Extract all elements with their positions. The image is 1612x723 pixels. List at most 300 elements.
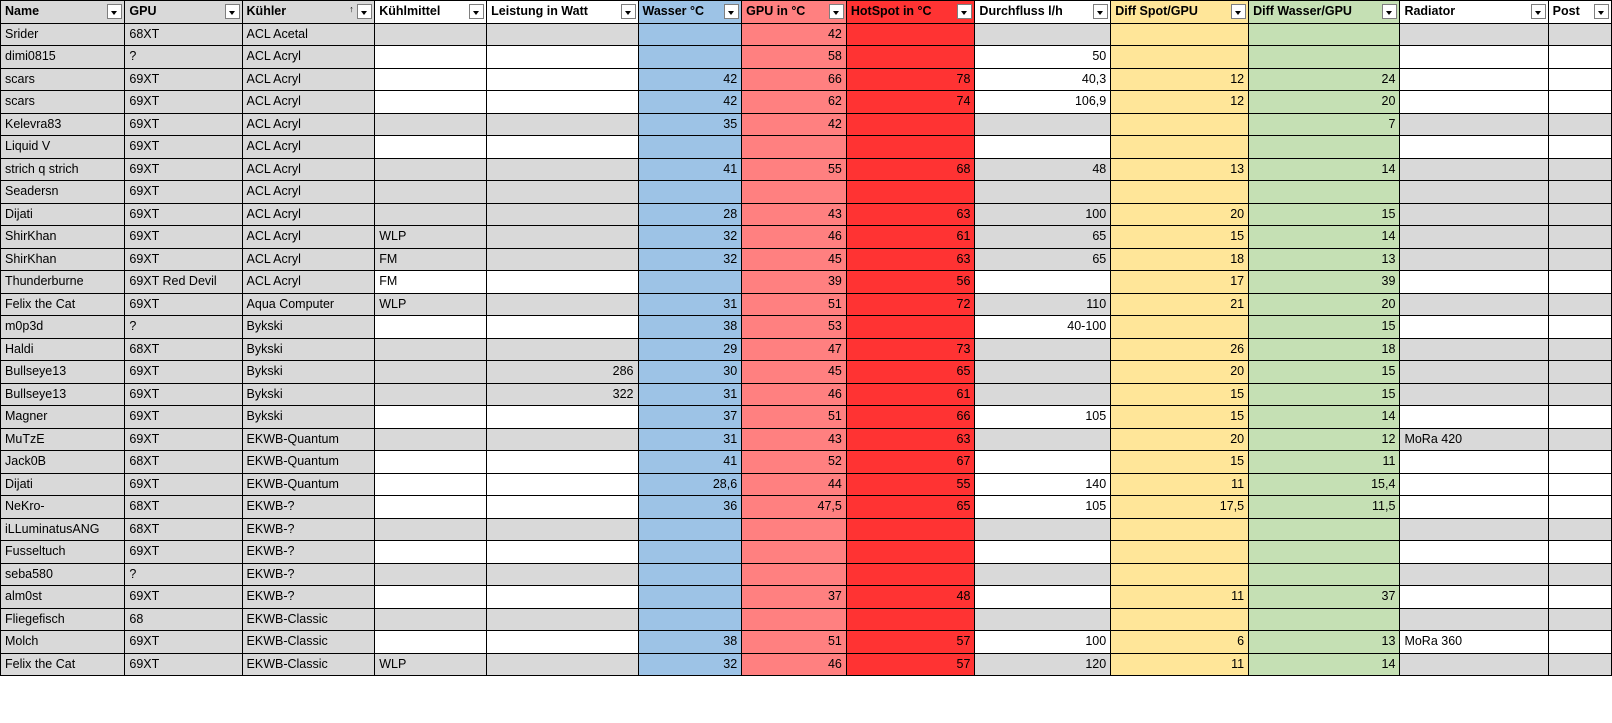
cell-diff_wasser_gpu[interactable]: 39 xyxy=(1249,271,1400,294)
cell-gpu_c[interactable]: 53 xyxy=(742,316,847,339)
cell-kuehler[interactable]: EKWB-? xyxy=(242,586,375,609)
cell-diff_spot_gpu[interactable]: 20 xyxy=(1111,361,1249,384)
cell-kuehlmittel[interactable] xyxy=(375,181,487,204)
cell-hotspot[interactable]: 65 xyxy=(846,496,975,519)
cell-gpu_c[interactable]: 42 xyxy=(742,23,847,46)
cell-kuehlmittel[interactable] xyxy=(375,608,487,631)
cell-wasser[interactable]: 41 xyxy=(638,158,742,181)
cell-durchfluss[interactable] xyxy=(975,541,1111,564)
cell-wasser[interactable]: 42 xyxy=(638,91,742,114)
cell-diff_wasser_gpu[interactable] xyxy=(1249,518,1400,541)
cell-post[interactable] xyxy=(1548,113,1611,136)
cell-kuehlmittel[interactable] xyxy=(375,563,487,586)
cell-gpu[interactable]: 69XT xyxy=(125,473,242,496)
cell-gpu[interactable]: 69XT xyxy=(125,541,242,564)
cell-diff_spot_gpu[interactable] xyxy=(1111,46,1249,69)
cell-kuehler[interactable]: Bykski xyxy=(242,361,375,384)
table-row[interactable] xyxy=(1,451,1612,474)
cell-gpu[interactable]: ? xyxy=(125,563,242,586)
cell-diff_spot_gpu[interactable]: 12 xyxy=(1111,91,1249,114)
cell-durchfluss[interactable]: 65 xyxy=(975,226,1111,249)
cell-post[interactable] xyxy=(1548,563,1611,586)
cell-gpu[interactable]: 68XT xyxy=(125,496,242,519)
cell-post[interactable] xyxy=(1548,91,1611,114)
cell-gpu_c[interactable]: 43 xyxy=(742,203,847,226)
cell-name[interactable]: scars xyxy=(1,91,125,114)
column-header-kuehler[interactable] xyxy=(242,1,375,24)
cell-durchfluss[interactable]: 105 xyxy=(975,496,1111,519)
cell-leistung[interactable] xyxy=(487,158,638,181)
cell-leistung[interactable] xyxy=(487,518,638,541)
cell-leistung[interactable] xyxy=(487,203,638,226)
cell-radiator[interactable] xyxy=(1400,563,1548,586)
table-row[interactable] xyxy=(1,181,1612,204)
cell-kuehlmittel[interactable] xyxy=(375,361,487,384)
cell-name[interactable]: alm0st xyxy=(1,586,125,609)
cell-durchfluss[interactable] xyxy=(975,608,1111,631)
cell-diff_spot_gpu[interactable] xyxy=(1111,113,1249,136)
cell-gpu_c[interactable]: 46 xyxy=(742,653,847,676)
table-row[interactable] xyxy=(1,68,1612,91)
cell-leistung[interactable] xyxy=(487,428,638,451)
cell-diff_wasser_gpu[interactable] xyxy=(1249,136,1400,159)
cell-name[interactable]: Bullseye13 xyxy=(1,383,125,406)
cell-hotspot[interactable] xyxy=(846,181,975,204)
cell-radiator[interactable] xyxy=(1400,541,1548,564)
cell-name[interactable]: Felix the Cat xyxy=(1,653,125,676)
cell-diff_wasser_gpu[interactable]: 14 xyxy=(1249,158,1400,181)
cell-kuehler[interactable]: ACL Acryl xyxy=(242,226,375,249)
cell-wasser[interactable]: 37 xyxy=(638,406,742,429)
cell-wasser[interactable]: 41 xyxy=(638,451,742,474)
cell-wasser[interactable] xyxy=(638,518,742,541)
cell-radiator[interactable] xyxy=(1400,226,1548,249)
table-row[interactable] xyxy=(1,113,1612,136)
filter-dropdown-icon[interactable] xyxy=(1382,4,1397,19)
cell-hotspot[interactable]: 61 xyxy=(846,226,975,249)
cell-radiator[interactable] xyxy=(1400,113,1548,136)
cell-kuehlmittel[interactable] xyxy=(375,316,487,339)
cell-gpu[interactable]: 69XT xyxy=(125,406,242,429)
cell-leistung[interactable] xyxy=(487,338,638,361)
table-row[interactable] xyxy=(1,46,1612,69)
cell-post[interactable] xyxy=(1548,518,1611,541)
filter-dropdown-icon[interactable] xyxy=(621,4,636,19)
column-header-wasser[interactable] xyxy=(638,1,742,24)
cell-kuehlmittel[interactable] xyxy=(375,428,487,451)
cell-name[interactable]: Kelevra83 xyxy=(1,113,125,136)
cell-kuehler[interactable]: EKWB-Classic xyxy=(242,653,375,676)
cell-name[interactable]: dimi0815 xyxy=(1,46,125,69)
cell-kuehler[interactable]: Bykski xyxy=(242,316,375,339)
cell-post[interactable] xyxy=(1548,316,1611,339)
cell-name[interactable]: scars xyxy=(1,68,125,91)
cell-gpu_c[interactable]: 45 xyxy=(742,361,847,384)
cell-post[interactable] xyxy=(1548,158,1611,181)
cell-gpu[interactable]: 69XT xyxy=(125,203,242,226)
cell-leistung[interactable] xyxy=(487,226,638,249)
cell-durchfluss[interactable] xyxy=(975,338,1111,361)
cell-hotspot[interactable]: 68 xyxy=(846,158,975,181)
cell-leistung[interactable] xyxy=(487,496,638,519)
cell-gpu[interactable]: 69XT Red Devil xyxy=(125,271,242,294)
cell-durchfluss[interactable]: 120 xyxy=(975,653,1111,676)
column-header-diff_wasser_gpu[interactable] xyxy=(1249,1,1400,24)
cell-gpu_c[interactable]: 46 xyxy=(742,226,847,249)
column-header-kuehlmittel[interactable] xyxy=(375,1,487,24)
cell-gpu[interactable]: 68XT xyxy=(125,23,242,46)
cell-diff_spot_gpu[interactable]: 20 xyxy=(1111,203,1249,226)
table-row[interactable] xyxy=(1,293,1612,316)
cell-wasser[interactable]: 31 xyxy=(638,383,742,406)
cell-gpu[interactable]: ? xyxy=(125,316,242,339)
cell-diff_wasser_gpu[interactable] xyxy=(1249,46,1400,69)
cell-wasser[interactable] xyxy=(638,23,742,46)
cell-leistung[interactable] xyxy=(487,68,638,91)
column-header-hotspot[interactable] xyxy=(846,1,975,24)
cell-name[interactable]: Thunderburne xyxy=(1,271,125,294)
cell-diff_spot_gpu[interactable]: 15 xyxy=(1111,406,1249,429)
cell-hotspot[interactable] xyxy=(846,608,975,631)
table-row[interactable] xyxy=(1,541,1612,564)
cell-durchfluss[interactable] xyxy=(975,518,1111,541)
table-row[interactable] xyxy=(1,406,1612,429)
cell-kuehler[interactable]: EKWB-? xyxy=(242,518,375,541)
cell-kuehler[interactable]: ACL Acryl xyxy=(242,158,375,181)
cell-gpu_c[interactable]: 42 xyxy=(742,113,847,136)
cell-wasser[interactable] xyxy=(638,46,742,69)
cell-durchfluss[interactable] xyxy=(975,113,1111,136)
cell-hotspot[interactable] xyxy=(846,23,975,46)
cell-diff_spot_gpu[interactable]: 13 xyxy=(1111,158,1249,181)
cell-diff_wasser_gpu[interactable]: 15 xyxy=(1249,361,1400,384)
cell-wasser[interactable]: 38 xyxy=(638,631,742,654)
cell-hotspot[interactable] xyxy=(846,563,975,586)
cell-radiator[interactable]: MoRa 420 xyxy=(1400,428,1548,451)
cell-diff_spot_gpu[interactable] xyxy=(1111,563,1249,586)
cell-leistung[interactable] xyxy=(487,541,638,564)
cell-durchfluss[interactable] xyxy=(975,586,1111,609)
table-row[interactable] xyxy=(1,428,1612,451)
table-row[interactable] xyxy=(1,586,1612,609)
cell-gpu_c[interactable]: 45 xyxy=(742,248,847,271)
cell-kuehlmittel[interactable] xyxy=(375,496,487,519)
cell-name[interactable]: iLLuminatusANG xyxy=(1,518,125,541)
cell-name[interactable]: Fliegefisch xyxy=(1,608,125,631)
cell-name[interactable]: Liquid V xyxy=(1,136,125,159)
cell-durchfluss[interactable]: 100 xyxy=(975,203,1111,226)
cell-radiator[interactable]: MoRa 360 xyxy=(1400,631,1548,654)
cell-leistung[interactable] xyxy=(487,91,638,114)
cell-diff_wasser_gpu[interactable]: 14 xyxy=(1249,406,1400,429)
cell-leistung[interactable] xyxy=(487,316,638,339)
cell-durchfluss[interactable] xyxy=(975,361,1111,384)
cell-hotspot[interactable]: 63 xyxy=(846,428,975,451)
cell-post[interactable] xyxy=(1548,226,1611,249)
cell-durchfluss[interactable] xyxy=(975,428,1111,451)
cell-kuehlmittel[interactable] xyxy=(375,586,487,609)
cell-gpu[interactable]: 69XT xyxy=(125,158,242,181)
column-header-diff_spot_gpu[interactable] xyxy=(1111,1,1249,24)
cell-diff_wasser_gpu[interactable]: 11,5 xyxy=(1249,496,1400,519)
cell-diff_wasser_gpu[interactable]: 11 xyxy=(1249,451,1400,474)
cell-leistung[interactable] xyxy=(487,473,638,496)
cell-kuehler[interactable]: ACL Acryl xyxy=(242,113,375,136)
cell-diff_wasser_gpu[interactable]: 15 xyxy=(1249,316,1400,339)
cell-post[interactable] xyxy=(1548,181,1611,204)
cell-durchfluss[interactable]: 106,9 xyxy=(975,91,1111,114)
cell-wasser[interactable]: 32 xyxy=(638,248,742,271)
cell-durchfluss[interactable]: 110 xyxy=(975,293,1111,316)
cell-diff_wasser_gpu[interactable]: 14 xyxy=(1249,653,1400,676)
table-row[interactable] xyxy=(1,316,1612,339)
cell-post[interactable] xyxy=(1548,653,1611,676)
cell-durchfluss[interactable] xyxy=(975,451,1111,474)
cell-diff_wasser_gpu[interactable] xyxy=(1249,608,1400,631)
table-row[interactable] xyxy=(1,383,1612,406)
cell-kuehler[interactable]: Bykski xyxy=(242,406,375,429)
cell-gpu_c[interactable] xyxy=(742,608,847,631)
filter-dropdown-icon[interactable] xyxy=(829,4,844,19)
cell-gpu_c[interactable]: 43 xyxy=(742,428,847,451)
cell-name[interactable]: Fusseltuch xyxy=(1,541,125,564)
column-header-durchfluss[interactable] xyxy=(975,1,1111,24)
cell-radiator[interactable] xyxy=(1400,383,1548,406)
cell-kuehler[interactable]: ACL Acryl xyxy=(242,271,375,294)
cell-diff_spot_gpu[interactable]: 15 xyxy=(1111,451,1249,474)
cell-wasser[interactable] xyxy=(638,608,742,631)
cell-radiator[interactable] xyxy=(1400,181,1548,204)
cell-gpu[interactable]: 69XT xyxy=(125,181,242,204)
cell-radiator[interactable] xyxy=(1400,473,1548,496)
cell-kuehler[interactable]: EKWB-? xyxy=(242,496,375,519)
cell-kuehler[interactable]: EKWB-Quantum xyxy=(242,428,375,451)
cell-kuehler[interactable]: EKWB-Classic xyxy=(242,608,375,631)
cell-kuehlmittel[interactable] xyxy=(375,23,487,46)
cell-kuehler[interactable]: Bykski xyxy=(242,338,375,361)
cell-diff_wasser_gpu[interactable]: 20 xyxy=(1249,91,1400,114)
cell-post[interactable] xyxy=(1548,361,1611,384)
cell-gpu[interactable]: 69XT xyxy=(125,68,242,91)
cell-leistung[interactable] xyxy=(487,113,638,136)
cell-diff_spot_gpu[interactable]: 11 xyxy=(1111,586,1249,609)
cell-hotspot[interactable] xyxy=(846,113,975,136)
cell-wasser[interactable]: 30 xyxy=(638,361,742,384)
cell-leistung[interactable] xyxy=(487,631,638,654)
cell-diff_wasser_gpu[interactable]: 15 xyxy=(1249,383,1400,406)
cell-leistung[interactable] xyxy=(487,23,638,46)
cell-gpu[interactable]: 69XT xyxy=(125,113,242,136)
cell-radiator[interactable] xyxy=(1400,248,1548,271)
cell-kuehler[interactable]: EKWB-Classic xyxy=(242,631,375,654)
cell-gpu_c[interactable]: 51 xyxy=(742,293,847,316)
cell-diff_spot_gpu[interactable]: 21 xyxy=(1111,293,1249,316)
cell-diff_spot_gpu[interactable]: 20 xyxy=(1111,428,1249,451)
cell-diff_wasser_gpu[interactable] xyxy=(1249,23,1400,46)
cell-radiator[interactable] xyxy=(1400,653,1548,676)
table-row[interactable] xyxy=(1,361,1612,384)
cell-name[interactable]: m0p3d xyxy=(1,316,125,339)
cell-post[interactable] xyxy=(1548,451,1611,474)
cell-gpu[interactable]: ? xyxy=(125,46,242,69)
cell-diff_spot_gpu[interactable]: 15 xyxy=(1111,383,1249,406)
table-row[interactable] xyxy=(1,473,1612,496)
cell-hotspot[interactable]: 63 xyxy=(846,203,975,226)
cell-radiator[interactable] xyxy=(1400,361,1548,384)
cell-kuehler[interactable]: ACL Acryl xyxy=(242,181,375,204)
filter-dropdown-icon[interactable] xyxy=(1531,4,1546,19)
cell-leistung[interactable] xyxy=(487,181,638,204)
cell-wasser[interactable]: 42 xyxy=(638,68,742,91)
cell-kuehler[interactable]: EKWB-? xyxy=(242,563,375,586)
column-header-radiator[interactable] xyxy=(1400,1,1548,24)
cell-kuehler[interactable]: EKWB-? xyxy=(242,541,375,564)
filter-dropdown-icon[interactable] xyxy=(957,4,972,19)
cell-name[interactable]: NeKro- xyxy=(1,496,125,519)
cell-gpu_c[interactable]: 52 xyxy=(742,451,847,474)
cell-durchfluss[interactable]: 100 xyxy=(975,631,1111,654)
cell-radiator[interactable] xyxy=(1400,608,1548,631)
cell-diff_wasser_gpu[interactable]: 15 xyxy=(1249,203,1400,226)
cell-diff_spot_gpu[interactable] xyxy=(1111,181,1249,204)
cell-diff_wasser_gpu[interactable]: 13 xyxy=(1249,631,1400,654)
cell-durchfluss[interactable] xyxy=(975,181,1111,204)
cell-kuehlmittel[interactable] xyxy=(375,451,487,474)
cell-diff_spot_gpu[interactable] xyxy=(1111,518,1249,541)
cell-gpu[interactable]: 69XT xyxy=(125,586,242,609)
cell-diff_spot_gpu[interactable]: 18 xyxy=(1111,248,1249,271)
table-row[interactable] xyxy=(1,338,1612,361)
table-row[interactable] xyxy=(1,248,1612,271)
cell-wasser[interactable] xyxy=(638,563,742,586)
cell-gpu_c[interactable]: 66 xyxy=(742,68,847,91)
cell-kuehlmittel[interactable]: WLP xyxy=(375,293,487,316)
cell-post[interactable] xyxy=(1548,608,1611,631)
cell-kuehler[interactable]: ACL Acryl xyxy=(242,91,375,114)
cell-kuehlmittel[interactable] xyxy=(375,113,487,136)
table-row[interactable] xyxy=(1,631,1612,654)
cell-wasser[interactable]: 28,6 xyxy=(638,473,742,496)
cell-kuehlmittel[interactable]: WLP xyxy=(375,226,487,249)
table-row[interactable] xyxy=(1,271,1612,294)
cell-durchfluss[interactable] xyxy=(975,271,1111,294)
cell-kuehlmittel[interactable] xyxy=(375,46,487,69)
cell-diff_wasser_gpu[interactable]: 14 xyxy=(1249,226,1400,249)
cell-leistung[interactable] xyxy=(487,406,638,429)
column-header-leistung[interactable] xyxy=(487,1,638,24)
cell-hotspot[interactable]: 57 xyxy=(846,653,975,676)
cell-leistung[interactable] xyxy=(487,653,638,676)
cell-name[interactable]: Haldi xyxy=(1,338,125,361)
cell-post[interactable] xyxy=(1548,293,1611,316)
table-row[interactable] xyxy=(1,608,1612,631)
cell-post[interactable] xyxy=(1548,136,1611,159)
cell-diff_spot_gpu[interactable]: 11 xyxy=(1111,653,1249,676)
cell-hotspot[interactable] xyxy=(846,518,975,541)
cell-hotspot[interactable]: 74 xyxy=(846,91,975,114)
cell-kuehlmittel[interactable] xyxy=(375,406,487,429)
cell-hotspot[interactable]: 66 xyxy=(846,406,975,429)
cell-name[interactable]: Dijati xyxy=(1,203,125,226)
cell-diff_wasser_gpu[interactable] xyxy=(1249,563,1400,586)
table-row[interactable] xyxy=(1,653,1612,676)
cell-diff_wasser_gpu[interactable] xyxy=(1249,181,1400,204)
cell-leistung[interactable] xyxy=(487,46,638,69)
cell-kuehler[interactable]: ACL Acryl xyxy=(242,248,375,271)
filter-dropdown-icon[interactable] xyxy=(225,4,240,19)
cell-name[interactable]: Dijati xyxy=(1,473,125,496)
cell-leistung[interactable] xyxy=(487,293,638,316)
cell-wasser[interactable]: 35 xyxy=(638,113,742,136)
cell-gpu[interactable]: 69XT xyxy=(125,226,242,249)
cell-hotspot[interactable]: 48 xyxy=(846,586,975,609)
cell-durchfluss[interactable]: 40,3 xyxy=(975,68,1111,91)
cell-radiator[interactable] xyxy=(1400,316,1548,339)
cell-kuehlmittel[interactable] xyxy=(375,631,487,654)
cell-kuehler[interactable]: EKWB-Quantum xyxy=(242,473,375,496)
cell-radiator[interactable] xyxy=(1400,293,1548,316)
cell-diff_spot_gpu[interactable]: 15 xyxy=(1111,226,1249,249)
cell-kuehlmittel[interactable] xyxy=(375,541,487,564)
cell-kuehlmittel[interactable] xyxy=(375,136,487,159)
cell-gpu_c[interactable]: 37 xyxy=(742,586,847,609)
cell-radiator[interactable] xyxy=(1400,451,1548,474)
cell-diff_spot_gpu[interactable]: 12 xyxy=(1111,68,1249,91)
table-row[interactable] xyxy=(1,23,1612,46)
cell-diff_wasser_gpu[interactable]: 24 xyxy=(1249,68,1400,91)
table-row[interactable] xyxy=(1,91,1612,114)
cell-radiator[interactable] xyxy=(1400,23,1548,46)
cell-gpu[interactable]: 69XT xyxy=(125,248,242,271)
cell-wasser[interactable]: 32 xyxy=(638,653,742,676)
cell-kuehlmittel[interactable]: WLP xyxy=(375,653,487,676)
cell-name[interactable]: Jack0B xyxy=(1,451,125,474)
cell-name[interactable]: Magner xyxy=(1,406,125,429)
cell-diff_wasser_gpu[interactable]: 7 xyxy=(1249,113,1400,136)
filter-dropdown-icon[interactable] xyxy=(469,4,484,19)
cell-gpu[interactable]: 69XT xyxy=(125,91,242,114)
table-row[interactable] xyxy=(1,496,1612,519)
filter-dropdown-icon[interactable] xyxy=(107,4,122,19)
cell-post[interactable] xyxy=(1548,586,1611,609)
table-row[interactable] xyxy=(1,226,1612,249)
cell-hotspot[interactable]: 56 xyxy=(846,271,975,294)
cell-gpu_c[interactable] xyxy=(742,136,847,159)
cell-name[interactable]: Srider xyxy=(1,23,125,46)
table-row[interactable] xyxy=(1,136,1612,159)
cell-leistung[interactable] xyxy=(487,586,638,609)
cell-gpu[interactable]: 68XT xyxy=(125,338,242,361)
cell-post[interactable] xyxy=(1548,248,1611,271)
cell-leistung[interactable] xyxy=(487,136,638,159)
cell-diff_spot_gpu[interactable] xyxy=(1111,541,1249,564)
cell-post[interactable] xyxy=(1548,383,1611,406)
cell-diff_wasser_gpu[interactable]: 18 xyxy=(1249,338,1400,361)
cell-kuehler[interactable]: Aqua Computer xyxy=(242,293,375,316)
cell-gpu[interactable]: 68 xyxy=(125,608,242,631)
cell-radiator[interactable] xyxy=(1400,68,1548,91)
cell-post[interactable] xyxy=(1548,23,1611,46)
cell-post[interactable] xyxy=(1548,271,1611,294)
cell-name[interactable]: seba580 xyxy=(1,563,125,586)
cell-diff_spot_gpu[interactable] xyxy=(1111,23,1249,46)
cell-kuehler[interactable]: EKWB-Quantum xyxy=(242,451,375,474)
cell-diff_spot_gpu[interactable] xyxy=(1111,608,1249,631)
cell-kuehler[interactable]: ACL Acryl xyxy=(242,46,375,69)
cell-gpu_c[interactable]: 47 xyxy=(742,338,847,361)
cell-gpu_c[interactable] xyxy=(742,181,847,204)
cell-hotspot[interactable]: 55 xyxy=(846,473,975,496)
